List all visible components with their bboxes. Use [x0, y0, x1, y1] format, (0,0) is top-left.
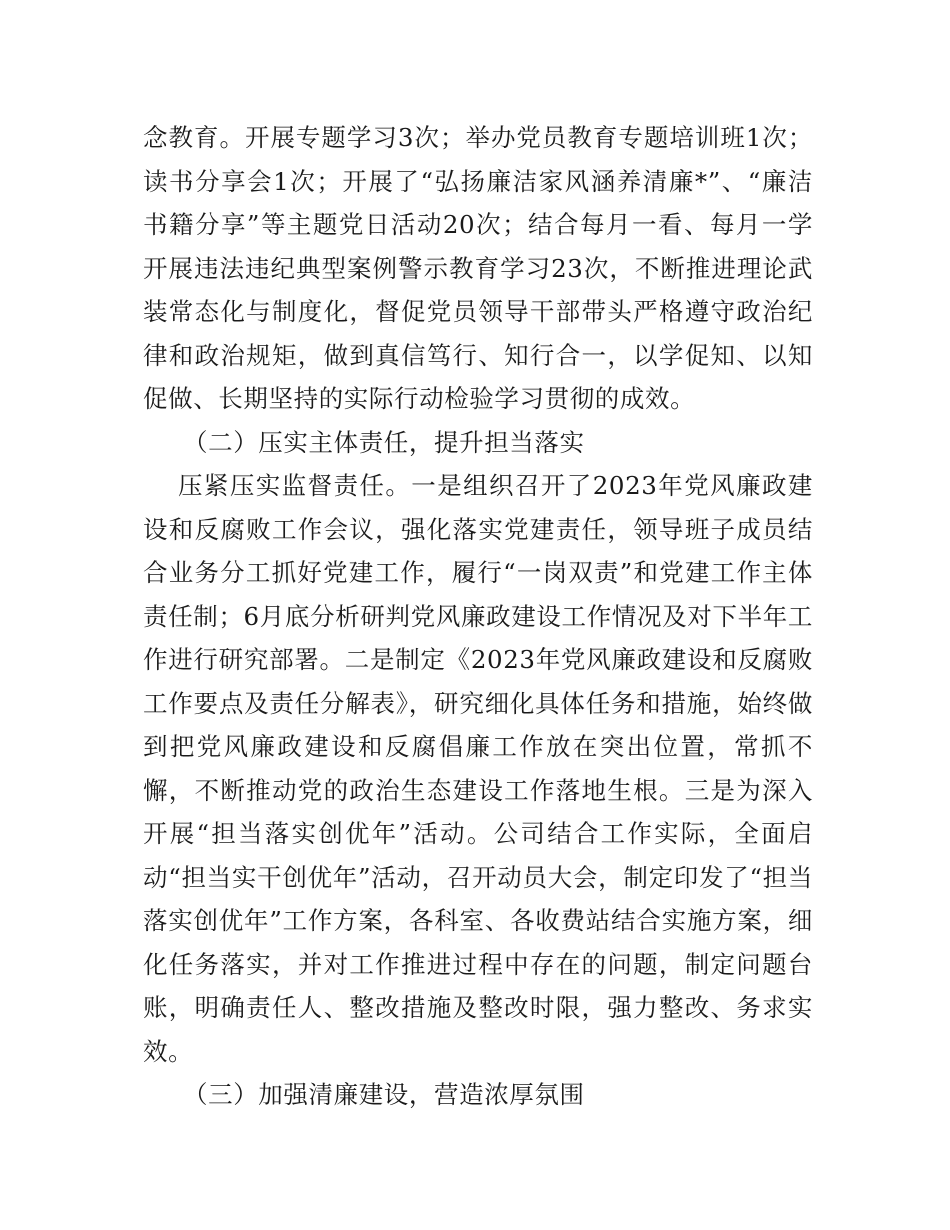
body-paragraph-2: 压紧压实监督责任。一是组织召开了2023年党风廉政建设和反腐败工作会议，强化落实党建责任，领导班子成员结合业务分工抓好党建工作，履行“一岗双责”和党建工作主体责任制；6月底分析研判党风廉政建设工作情况及对下半年工作进行研究部署。二是制定《2023年党风廉政建设和反腐败工作要点及责任分解表》，研究细化具体任务和措施，始终做到把党风廉政建设和反腐倡廉工作放在突出位置，常抓不懈，不断推动党的政治生态建设工作落地生根。三是为深入开展“担当落实创优年”活动。公司结合工作实际，全面启动“担当实干创优年”活动，召开动员大会，制定印发了“担当落实创优年”工作方案，各科室、各收费站结合实施方案，细化任务落实，并对工作推进过程中存在的问题，制定问题台账，明确责任人、整改措施及整改时限，强力整改、务求实效。	[143, 471, 813, 1066]
body-paragraph-1: 念教育。开展专题学习3次；举办党员教育专题培训班1次；读书分享会1次；开展了“弘扬廉洁家风涵养清廉*”、“廉洁书籍分享”等主题党日活动20次；结合每月一看、每月一学开展违法违纪典型案例警示教育学习23次，不断推进理论武装常态化与制度化，督促党员领导干部带头严格遵守政治纪律和政治规矩，做到真信笃行、知行合一，以学促知、以知促做、长期坚持的实际行动检验学习贯彻的成效。	[143, 123, 813, 413]
section-heading-3: （三）加强清廉建设，营造浓厚氛围	[183, 1080, 585, 1109]
section-heading-2: （二）压实主体责任，提升担当落实	[183, 427, 585, 457]
document-body	[143, 116, 813, 1117]
